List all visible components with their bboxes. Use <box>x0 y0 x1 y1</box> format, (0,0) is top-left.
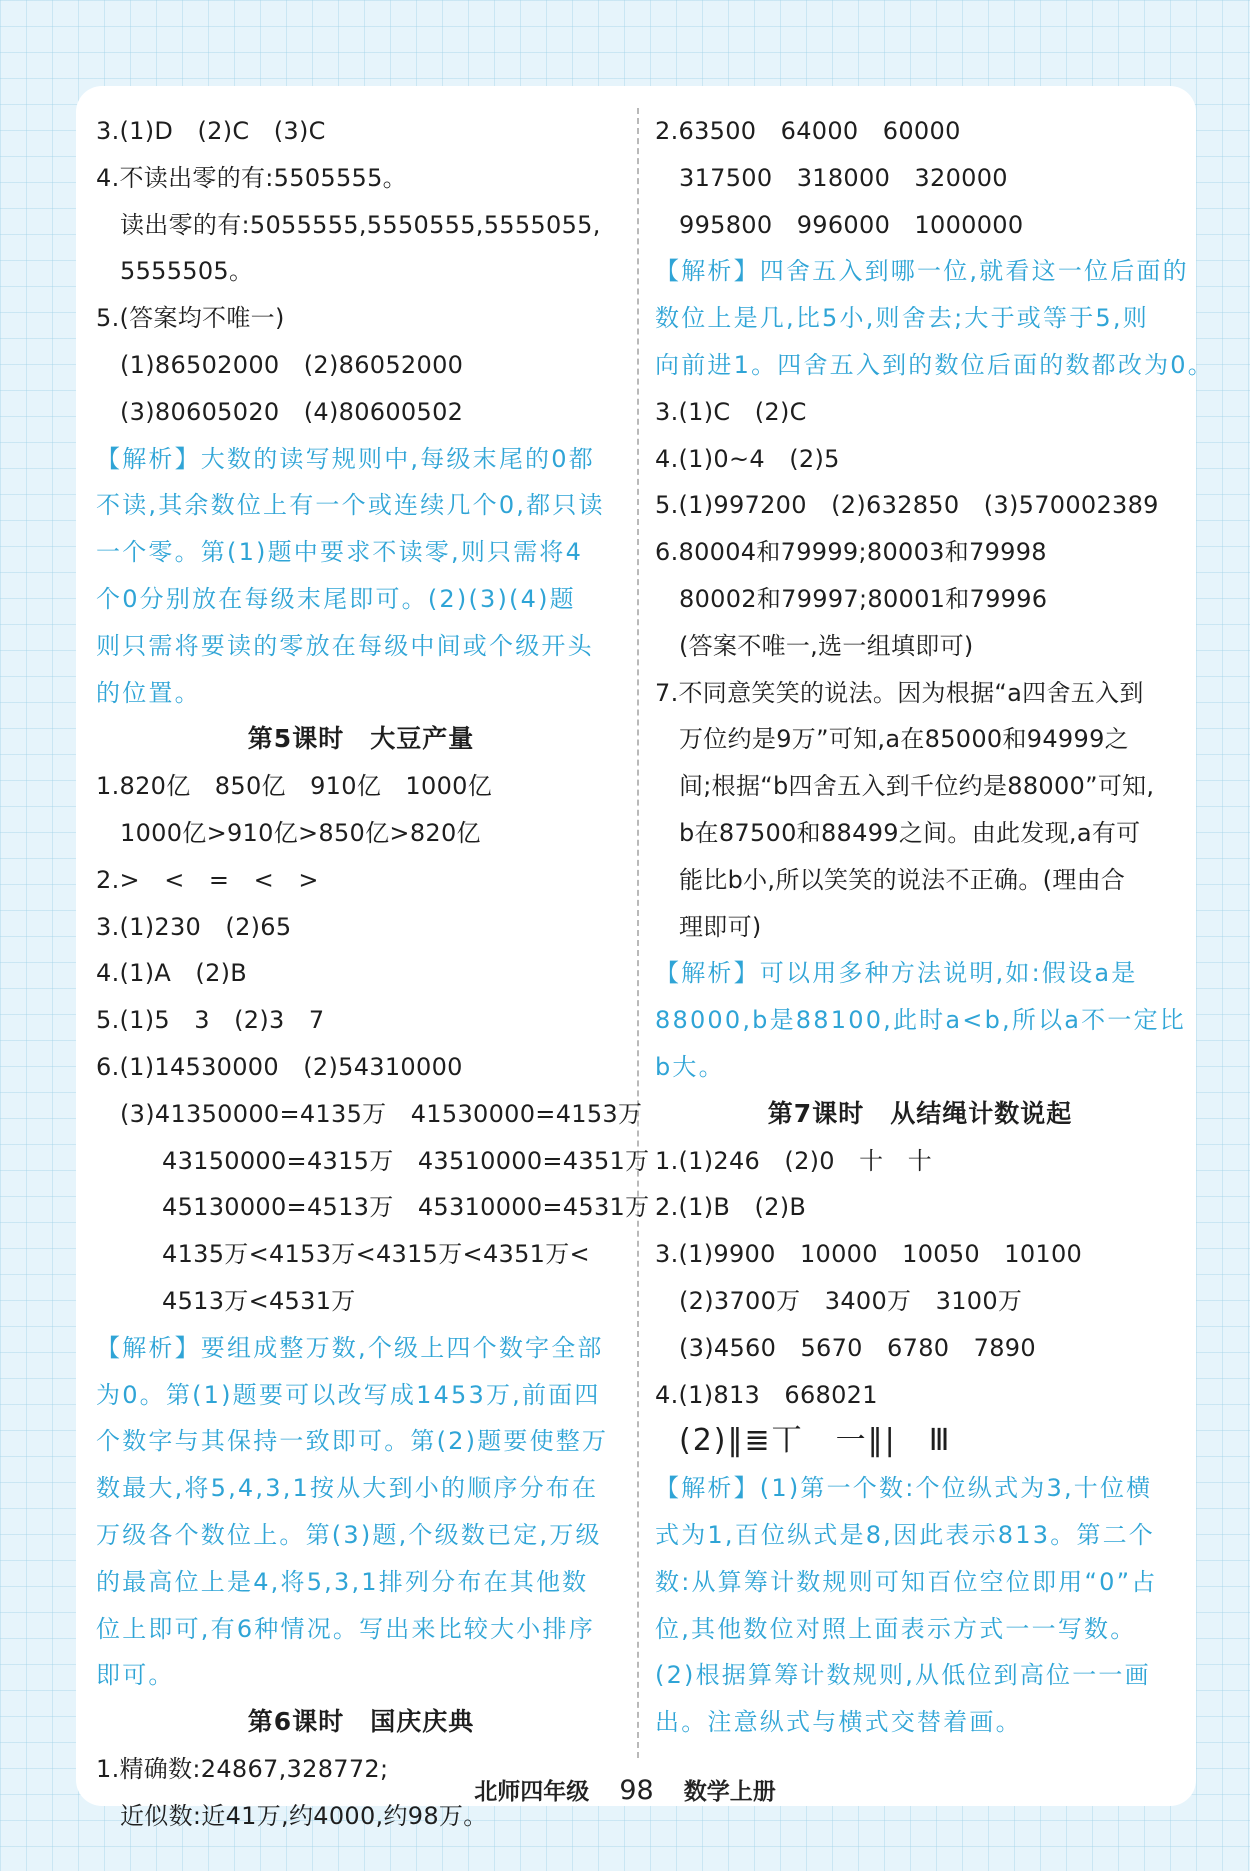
explanation-line: 【解析】可以用多种方法说明,如:假设a是 <box>655 959 1138 988</box>
answer-line: 6.80004和79999;80003和79998 <box>655 538 1047 567</box>
answer-line: 2.> < = < > <box>96 865 319 894</box>
explanation-line: 数位上是几,比5小,则舍去;大于或等于5,则 <box>655 304 1149 333</box>
explanation-line: 【解析】(1)第一个数:个位纵式为3,十位横 <box>655 1474 1153 1503</box>
explanation-line: 数最大,将5,4,3,1按从大到小的顺序分布在 <box>96 1474 599 1503</box>
answer-line: 5.(1)5 3 (2)3 7 <box>96 1006 325 1035</box>
explanation-line: 则只需将要读的零放在每级中间或个级开头 <box>96 631 594 660</box>
answer-line: 995800 996000 1000000 <box>679 210 1024 239</box>
answer-line: 3.(1)D (2)C (3)C <box>96 117 326 145</box>
explanation-line: 个0分别放在每级末尾即可。(2)(3)(4)题 <box>96 584 576 613</box>
answer-line: 万位约是9万”可知,a在85000和94999之 <box>679 725 1129 754</box>
explanation-line: 的位置。 <box>96 678 201 707</box>
answer-line: 7.不同意笑笑的说法。因为根据“a四舍五入到 <box>655 678 1144 707</box>
explanation-line: 向前进1。四舍五入到的数位后面的数都改为0。 <box>655 350 1214 379</box>
answer-line: 5555505。 <box>120 257 254 286</box>
explanation-line: (2)根据算筹计数规则,从低位到高位一一画 <box>655 1661 1151 1690</box>
column-divider <box>637 108 639 1758</box>
answer-line: (答案不唯一,选一组填即可) <box>679 631 974 660</box>
explanation-line: 出。注意纵式与横式交替着画。 <box>655 1708 1022 1737</box>
explanation-line: 式为1,百位纵式是8,因此表示813。第二个 <box>655 1520 1156 1549</box>
explanation-line: 【解析】要组成整万数,个级上四个数字全部 <box>96 1333 604 1362</box>
answer-line: 5.(1)997200 (2)632850 (3)570002389 <box>655 491 1159 520</box>
footer-subject: 数学上册 <box>683 1779 776 1805</box>
answer-line: 近似数:近41万,约4000,约98万。 <box>120 1801 488 1830</box>
answer-line: 317500 318000 320000 <box>679 163 1008 192</box>
lesson-heading: 第5课时 大豆产量 <box>247 724 475 754</box>
explanation-line: 数:从算筹计数规则可知百位空位即用“0”占 <box>655 1567 1158 1596</box>
answer-line: (1)86502000 (2)86052000 <box>120 350 464 379</box>
answer-line: 80002和79997;80001和79996 <box>679 584 1048 613</box>
answer-line: 3.(1)C (2)C <box>655 397 807 426</box>
answer-line: (3)4560 5670 6780 7890 <box>679 1333 1036 1362</box>
lesson-heading: 第6课时 国庆庆典 <box>247 1707 475 1737</box>
answer-line: 4.(1)0~4 (2)5 <box>655 444 840 473</box>
explanation-line: 即可。 <box>96 1661 175 1690</box>
answer-line: 4.(1)A (2)B <box>96 959 248 988</box>
right-column <box>655 108 1214 1746</box>
answer-line: 4.(1)813 668021 <box>655 1380 878 1409</box>
left-column <box>96 108 650 1839</box>
page-footer <box>0 1773 1250 1806</box>
explanation-line: 88000,b是88100,此时a<b,所以a不一定比 <box>655 1006 1186 1035</box>
answer-line: (3)41350000=4135万 41530000=4153万 <box>120 1099 643 1128</box>
lesson-heading: 第7课时 从结绳计数说起 <box>767 1098 1073 1128</box>
answer-line: (3)80605020 (4)80600502 <box>120 397 464 426</box>
answer-line: (2)‖≣丅 一‖| Ⅲ <box>679 1423 952 1459</box>
answer-line: 4.不读出零的有:5505555。 <box>96 163 407 192</box>
answer-line: 理即可) <box>679 912 762 941</box>
answer-line: 1.820亿 850亿 910亿 1000亿 <box>96 772 493 801</box>
answer-line: 5.(答案均不唯一) <box>96 304 285 333</box>
answer-line: (2)3700万 3400万 3100万 <box>679 1286 1023 1315</box>
answer-line: 1000亿>910亿>850亿>820亿 <box>120 818 481 847</box>
answer-line: 1.精确数:24867,328772; <box>96 1754 389 1783</box>
answer-line: 4513万<4531万 <box>162 1286 356 1315</box>
explanation-line: 为0。第(1)题要可以改写成1453万,前面四 <box>96 1380 601 1409</box>
explanation-line: 的最高位上是4,将5,3,1排列分布在其他数 <box>96 1567 589 1596</box>
answer-line: 45130000=4513万 45310000=4531万 <box>162 1193 650 1222</box>
explanation-line: b大。 <box>655 1052 725 1081</box>
answer-line: 6.(1)14530000 (2)54310000 <box>96 1052 463 1081</box>
answer-line: 43150000=4315万 43510000=4351万 <box>162 1146 650 1175</box>
page-number: 98 <box>619 1775 654 1806</box>
answer-line: b在87500和88499之间。由此发现,a有可 <box>679 818 1141 847</box>
explanation-line: 万级各个数位上。第(3)题,个级数已定,万级 <box>96 1520 602 1549</box>
answer-line: 2.63500 64000 60000 <box>655 117 961 145</box>
explanation-line: 不读,其余数位上有一个或连续几个0,都只读 <box>96 491 605 520</box>
explanation-line: 位上即可,有6种情况。写出来比较大小排序 <box>96 1614 595 1643</box>
answer-line: 3.(1)230 (2)65 <box>96 912 292 941</box>
explanation-line: 一个零。第(1)题中要求不读零,则只需将4 <box>96 538 584 567</box>
answer-line: 间;根据“b四舍五入到千位约是88000”可知, <box>679 772 1155 801</box>
answer-line: 2.(1)B (2)B <box>655 1193 807 1222</box>
answer-line: 3.(1)9900 10000 10050 10100 <box>655 1240 1083 1269</box>
explanation-line: 【解析】四舍五入到哪一位,就看这一位后面的 <box>655 257 1189 286</box>
answer-line: 能比b小,所以笑笑的说法不正确。(理由合 <box>679 865 1126 894</box>
explanation-line: 个数字与其保持一致即可。第(2)题要使整万 <box>96 1427 609 1456</box>
answer-line: 4135万<4153万<4315万<4351万< <box>162 1240 590 1269</box>
answer-line: 读出零的有:5055555,5550555,5555055, <box>120 210 601 239</box>
answer-line: 1.(1)246 (2)0 十 十 <box>655 1146 933 1175</box>
explanation-line: 位,其他数位对照上面表示方式一一写数。 <box>655 1614 1137 1643</box>
footer-grade: 北师四年级 <box>474 1779 590 1805</box>
explanation-line: 【解析】大数的读写规则中,每级末尾的0都 <box>96 444 595 473</box>
